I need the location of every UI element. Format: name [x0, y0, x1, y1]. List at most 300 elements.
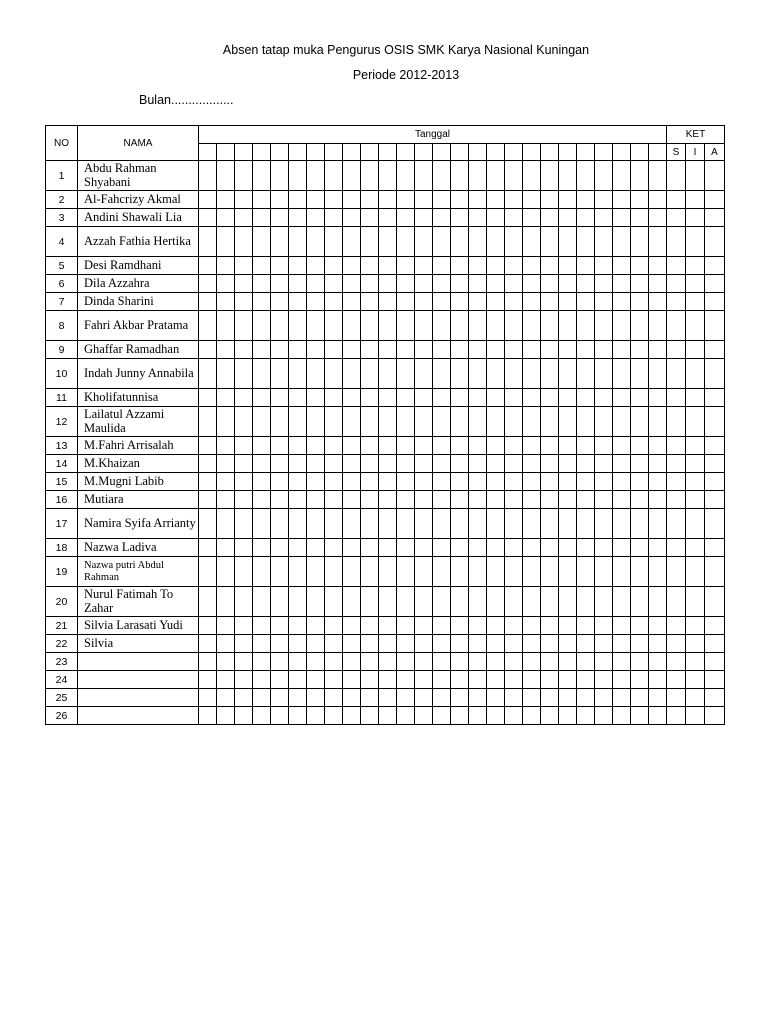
date-header-cell — [451, 144, 469, 161]
attendance-cell — [469, 557, 487, 587]
attendance-cell — [577, 389, 595, 407]
attendance-cell — [649, 311, 667, 341]
attendance-cell — [505, 437, 523, 455]
attendance-cell — [379, 617, 397, 635]
attendance-cell — [361, 455, 379, 473]
attendance-cell — [451, 509, 469, 539]
attendance-cell — [451, 293, 469, 311]
attendance-cell — [415, 293, 433, 311]
member-name: Nazwa putri Abdul Rahman — [78, 557, 199, 587]
attendance-cell — [379, 191, 397, 209]
attendance-cell — [631, 359, 649, 389]
attendance-cell — [271, 209, 289, 227]
attendance-cell — [415, 209, 433, 227]
attendance-cell — [595, 509, 613, 539]
date-header-cell — [577, 144, 595, 161]
date-header-cell — [541, 144, 559, 161]
attendance-cell — [253, 161, 271, 191]
attendance-cell — [415, 707, 433, 725]
attendance-cell — [559, 359, 577, 389]
attendance-cell — [271, 557, 289, 587]
attendance-cell — [505, 617, 523, 635]
attendance-cell — [505, 389, 523, 407]
attendance-cell — [487, 473, 505, 491]
attendance-cell — [631, 491, 649, 509]
row-number: 18 — [46, 539, 78, 557]
attendance-cell — [433, 635, 451, 653]
attendance-cell — [595, 359, 613, 389]
attendance-cell — [199, 509, 217, 539]
attendance-cell — [433, 209, 451, 227]
attendance-cell — [649, 191, 667, 209]
attendance-cell — [433, 455, 451, 473]
ket-cell — [705, 653, 725, 671]
attendance-cell — [505, 587, 523, 617]
attendance-cell — [505, 257, 523, 275]
attendance-cell — [271, 539, 289, 557]
attendance-cell — [289, 509, 307, 539]
attendance-cell — [595, 689, 613, 707]
date-header-cell — [343, 144, 361, 161]
attendance-cell — [541, 293, 559, 311]
attendance-cell — [325, 671, 343, 689]
attendance-cell — [505, 191, 523, 209]
attendance-cell — [523, 359, 541, 389]
ket-cell — [667, 635, 686, 653]
attendance-cell — [343, 275, 361, 293]
member-name: Dila Azzahra — [78, 275, 199, 293]
attendance-cell — [433, 689, 451, 707]
attendance-cell — [469, 491, 487, 509]
attendance-cell — [343, 389, 361, 407]
attendance-cell — [523, 227, 541, 257]
table-row — [46, 161, 725, 191]
ket-cell — [686, 275, 705, 293]
attendance-cell — [649, 437, 667, 455]
attendance-cell — [361, 389, 379, 407]
attendance-cell — [325, 257, 343, 275]
attendance-cell — [217, 557, 235, 587]
attendance-cell — [541, 407, 559, 437]
ket-cell — [686, 587, 705, 617]
row-number: 17 — [46, 509, 78, 539]
ket-cell — [705, 455, 725, 473]
table-row — [46, 455, 725, 473]
attendance-cell — [343, 707, 361, 725]
attendance-cell — [577, 539, 595, 557]
attendance-cell — [397, 275, 415, 293]
ket-cell — [705, 539, 725, 557]
attendance-cell — [217, 389, 235, 407]
attendance-cell — [505, 509, 523, 539]
attendance-cell — [253, 293, 271, 311]
attendance-cell — [235, 257, 253, 275]
attendance-cell — [253, 191, 271, 209]
attendance-cell — [631, 689, 649, 707]
member-name: Silvia Larasati Yudi — [78, 617, 199, 635]
attendance-cell — [613, 689, 631, 707]
attendance-cell — [307, 311, 325, 341]
attendance-cell — [649, 161, 667, 191]
ket-cell — [667, 341, 686, 359]
attendance-cell — [487, 191, 505, 209]
ket-cell — [705, 191, 725, 209]
attendance-cell — [541, 491, 559, 509]
attendance-cell — [649, 359, 667, 389]
attendance-cell — [487, 341, 505, 359]
date-header-cell — [487, 144, 505, 161]
attendance-cell — [217, 311, 235, 341]
attendance-cell — [235, 359, 253, 389]
ket-cell — [667, 311, 686, 341]
attendance-cell — [199, 437, 217, 455]
header-ket: KET — [667, 126, 725, 144]
attendance-cell — [361, 539, 379, 557]
attendance-cell — [361, 617, 379, 635]
attendance-cell — [595, 209, 613, 227]
attendance-cell — [289, 359, 307, 389]
attendance-cell — [487, 635, 505, 653]
attendance-cell — [253, 473, 271, 491]
attendance-cell — [397, 341, 415, 359]
attendance-cell — [307, 293, 325, 311]
attendance-cell — [631, 161, 649, 191]
attendance-cell — [523, 617, 541, 635]
attendance-cell — [577, 341, 595, 359]
attendance-cell — [559, 437, 577, 455]
attendance-cell — [559, 653, 577, 671]
attendance-cell — [235, 689, 253, 707]
attendance-cell — [307, 455, 325, 473]
attendance-cell — [289, 587, 307, 617]
attendance-cell — [379, 257, 397, 275]
member-name: M.Khaizan — [78, 455, 199, 473]
attendance-cell — [217, 455, 235, 473]
attendance-cell — [577, 275, 595, 293]
attendance-cell — [469, 275, 487, 293]
attendance-cell — [613, 359, 631, 389]
attendance-cell — [289, 275, 307, 293]
attendance-cell — [253, 671, 271, 689]
attendance-cell — [217, 209, 235, 227]
attendance-cell — [523, 161, 541, 191]
ket-cell — [667, 437, 686, 455]
attendance-cell — [325, 557, 343, 587]
attendance-cell — [199, 311, 217, 341]
attendance-cell — [469, 509, 487, 539]
attendance-cell — [379, 653, 397, 671]
attendance-cell — [217, 689, 235, 707]
row-number: 9 — [46, 341, 78, 359]
attendance-cell — [469, 707, 487, 725]
attendance-cell — [649, 341, 667, 359]
date-header-cell — [361, 144, 379, 161]
attendance-cell — [631, 539, 649, 557]
member-name: Andini Shawali Lia — [78, 209, 199, 227]
attendance-cell — [397, 389, 415, 407]
ket-cell — [686, 653, 705, 671]
table-row — [46, 191, 725, 209]
attendance-cell — [307, 491, 325, 509]
attendance-cell — [487, 407, 505, 437]
row-number: 19 — [46, 557, 78, 587]
attendance-cell — [631, 191, 649, 209]
attendance-cell — [343, 557, 361, 587]
attendance-cell — [523, 635, 541, 653]
member-name: Dinda Sharini — [78, 293, 199, 311]
ket-cell — [705, 311, 725, 341]
attendance-cell — [613, 275, 631, 293]
attendance-cell — [541, 209, 559, 227]
attendance-cell — [595, 653, 613, 671]
attendance-cell — [649, 635, 667, 653]
attendance-cell — [631, 473, 649, 491]
ket-cell — [686, 257, 705, 275]
ket-cell — [686, 191, 705, 209]
table-row — [46, 491, 725, 509]
attendance-cell — [379, 473, 397, 491]
attendance-cell — [433, 257, 451, 275]
attendance-cell — [199, 617, 217, 635]
attendance-cell — [379, 407, 397, 437]
attendance-cell — [577, 311, 595, 341]
attendance-cell — [397, 311, 415, 341]
attendance-cell — [325, 227, 343, 257]
attendance-cell — [451, 455, 469, 473]
ket-cell — [667, 557, 686, 587]
attendance-cell — [235, 341, 253, 359]
attendance-cell — [325, 539, 343, 557]
ket-cell — [667, 257, 686, 275]
attendance-cell — [379, 455, 397, 473]
table-row — [46, 257, 725, 275]
attendance-cell — [379, 341, 397, 359]
attendance-cell — [487, 437, 505, 455]
attendance-cell — [595, 293, 613, 311]
attendance-cell — [361, 191, 379, 209]
attendance-cell — [559, 455, 577, 473]
attendance-cell — [199, 539, 217, 557]
attendance-cell — [469, 455, 487, 473]
attendance-cell — [235, 407, 253, 437]
attendance-cell — [199, 491, 217, 509]
attendance-cell — [415, 617, 433, 635]
attendance-cell — [379, 557, 397, 587]
attendance-cell — [451, 437, 469, 455]
attendance-cell — [451, 341, 469, 359]
attendance-cell — [523, 437, 541, 455]
attendance-cell — [595, 635, 613, 653]
member-name: Silvia — [78, 635, 199, 653]
attendance-cell — [469, 689, 487, 707]
attendance-cell — [451, 557, 469, 587]
ket-cell — [686, 407, 705, 437]
attendance-cell — [487, 587, 505, 617]
attendance-cell — [289, 191, 307, 209]
attendance-cell — [289, 257, 307, 275]
attendance-cell — [325, 311, 343, 341]
attendance-cell — [397, 587, 415, 617]
attendance-cell — [415, 275, 433, 293]
member-name: Namira Syifa Arrianty — [78, 509, 199, 539]
attendance-cell — [343, 161, 361, 191]
attendance-cell — [559, 539, 577, 557]
attendance-cell — [415, 311, 433, 341]
attendance-cell — [199, 227, 217, 257]
attendance-cell — [253, 437, 271, 455]
attendance-cell — [433, 311, 451, 341]
attendance-cell — [559, 341, 577, 359]
attendance-cell — [307, 389, 325, 407]
attendance-cell — [469, 671, 487, 689]
attendance-cell — [379, 587, 397, 617]
attendance-cell — [397, 671, 415, 689]
attendance-cell — [397, 293, 415, 311]
attendance-cell — [361, 671, 379, 689]
table-row — [46, 473, 725, 491]
attendance-cell — [595, 311, 613, 341]
date-header-cell — [289, 144, 307, 161]
attendance-cell — [433, 437, 451, 455]
attendance-cell — [469, 191, 487, 209]
attendance-cell — [343, 689, 361, 707]
table-row — [46, 437, 725, 455]
attendance-cell — [559, 293, 577, 311]
attendance-cell — [469, 407, 487, 437]
attendance-cell — [649, 557, 667, 587]
attendance-cell — [217, 257, 235, 275]
date-header-cell — [649, 144, 667, 161]
ket-cell — [667, 359, 686, 389]
attendance-cell — [451, 209, 469, 227]
attendance-cell — [271, 653, 289, 671]
attendance-cell — [361, 407, 379, 437]
table-row — [46, 539, 725, 557]
attendance-cell — [325, 617, 343, 635]
attendance-cell — [289, 161, 307, 191]
attendance-cell — [469, 257, 487, 275]
attendance-cell — [307, 257, 325, 275]
attendance-cell — [469, 587, 487, 617]
attendance-cell — [649, 275, 667, 293]
attendance-cell — [595, 227, 613, 257]
table-row — [46, 707, 725, 725]
attendance-cell — [397, 707, 415, 725]
attendance-cell — [433, 191, 451, 209]
attendance-cell — [487, 359, 505, 389]
attendance-cell — [325, 587, 343, 617]
attendance-cell — [631, 455, 649, 473]
attendance-cell — [487, 509, 505, 539]
date-header-cell — [325, 144, 343, 161]
member-name: Nurul Fatimah To Zahar — [78, 587, 199, 617]
attendance-cell — [487, 209, 505, 227]
attendance-cell — [631, 341, 649, 359]
attendance-cell — [559, 257, 577, 275]
ket-cell — [686, 341, 705, 359]
attendance-cell — [379, 707, 397, 725]
attendance-cell — [469, 473, 487, 491]
attendance-cell — [613, 293, 631, 311]
ket-cell — [667, 473, 686, 491]
attendance-cell — [307, 653, 325, 671]
attendance-cell — [415, 191, 433, 209]
ket-cell — [705, 617, 725, 635]
attendance-cell — [451, 161, 469, 191]
attendance-cell — [577, 257, 595, 275]
table-row — [46, 359, 725, 389]
attendance-cell — [631, 671, 649, 689]
attendance-cell — [397, 227, 415, 257]
attendance-cell — [343, 257, 361, 275]
attendance-cell — [325, 293, 343, 311]
attendance-cell — [307, 707, 325, 725]
attendance-cell — [649, 209, 667, 227]
attendance-cell — [631, 389, 649, 407]
attendance-cell — [595, 455, 613, 473]
attendance-cell — [289, 407, 307, 437]
attendance-cell — [559, 707, 577, 725]
attendance-cell — [487, 557, 505, 587]
attendance-cell — [523, 257, 541, 275]
attendance-cell — [217, 671, 235, 689]
attendance-cell — [271, 161, 289, 191]
attendance-cell — [253, 539, 271, 557]
attendance-cell — [217, 227, 235, 257]
attendance-cell — [253, 653, 271, 671]
attendance-cell — [307, 689, 325, 707]
attendance-cell — [235, 617, 253, 635]
date-header-cell — [253, 144, 271, 161]
ket-cell — [667, 653, 686, 671]
ket-sub-s: S — [667, 144, 686, 161]
attendance-cell — [361, 257, 379, 275]
attendance-cell — [415, 455, 433, 473]
attendance-cell — [343, 293, 361, 311]
attendance-cell — [415, 359, 433, 389]
attendance-cell — [487, 161, 505, 191]
attendance-cell — [253, 389, 271, 407]
attendance-cell — [595, 617, 613, 635]
attendance-cell — [523, 509, 541, 539]
attendance-cell — [415, 587, 433, 617]
attendance-cell — [379, 209, 397, 227]
attendance-cell — [361, 491, 379, 509]
member-name: Al-Fahcrizy Akmal — [78, 191, 199, 209]
attendance-cell — [559, 407, 577, 437]
attendance-cell — [361, 275, 379, 293]
ket-cell — [686, 359, 705, 389]
attendance-cell — [379, 227, 397, 257]
ket-cell — [705, 407, 725, 437]
attendance-cell — [415, 653, 433, 671]
attendance-cell — [487, 311, 505, 341]
attendance-cell — [343, 407, 361, 437]
attendance-cell — [505, 311, 523, 341]
attendance-cell — [433, 707, 451, 725]
member-name: Nazwa Ladiva — [78, 539, 199, 557]
ket-cell — [705, 587, 725, 617]
attendance-cell — [577, 509, 595, 539]
member-name: Abdu Rahman Shyabani — [78, 161, 199, 191]
attendance-cell — [451, 359, 469, 389]
attendance-cell — [199, 653, 217, 671]
attendance-cell — [415, 635, 433, 653]
attendance-cell — [271, 293, 289, 311]
attendance-cell — [361, 227, 379, 257]
attendance-cell — [505, 407, 523, 437]
attendance-cell — [235, 509, 253, 539]
